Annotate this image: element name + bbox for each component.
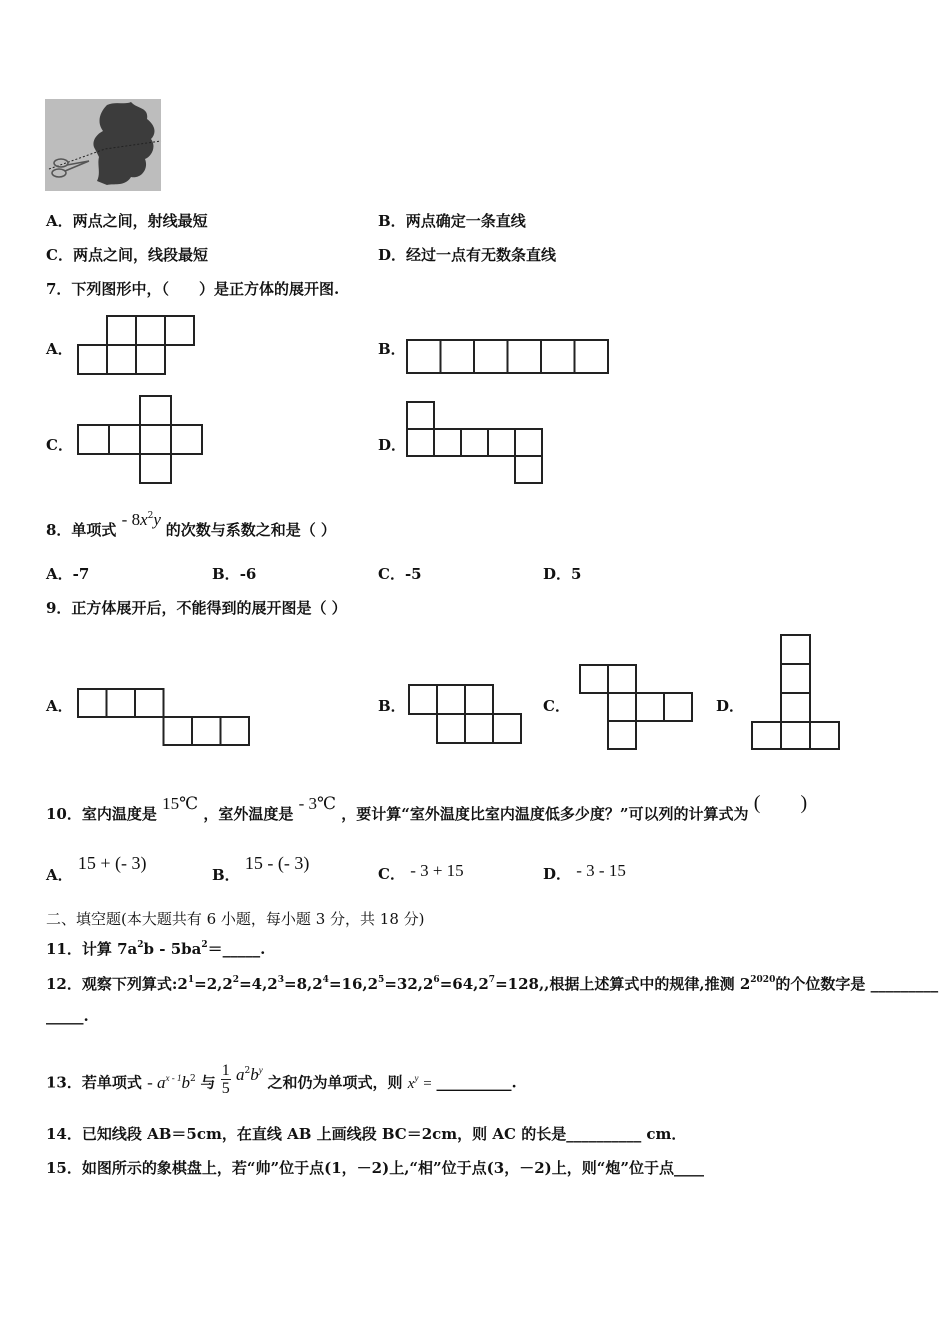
- q6-option-c[interactable]: C．两点之间，线段最短: [46, 246, 208, 264]
- q13-fraction: $\frac{1}{5}$: [221, 1062, 230, 1097]
- q7-label-c[interactable]: C．: [46, 436, 73, 454]
- q9-label-a[interactable]: A．: [46, 697, 73, 715]
- q10-blank: ( ): [753, 792, 808, 814]
- q15-stem: 15．如图所示的象棋盘上，若“帅”位于点(1，－2)上,“相”位于点(3，－2)上，则“炮”位于点____: [46, 1159, 705, 1177]
- q8-stem: 8．单项式 - $8x^2y$ 的次数与系数之和是（ ）: [46, 510, 336, 539]
- q8-option-c[interactable]: C．-5: [378, 565, 422, 583]
- q13-term2: $a^2b^y$: [236, 1064, 263, 1084]
- q14-stem: 14．已知线段 AB＝5cm，在直线 AB 上画线段 BC＝2cm，则 AC 的长是__________ cm．: [46, 1125, 687, 1143]
- q6-option-d[interactable]: D．经过一点有无数条直线: [378, 246, 557, 264]
- leaf-scissors-figure: [45, 99, 161, 191]
- q7-net-c[interactable]: [76, 395, 206, 485]
- q9-label-b[interactable]: B．: [378, 697, 406, 715]
- q9-label-d[interactable]: D．: [716, 697, 745, 715]
- q9-net-a[interactable]: [77, 688, 252, 748]
- q7-net-b[interactable]: [406, 339, 610, 375]
- q13-term1: - $a^{x - 1}b^2$: [147, 1072, 196, 1092]
- q13-result: $x^y$ =: [407, 1072, 432, 1092]
- q10-option-b[interactable]: B． 15 - (- 3): [212, 853, 310, 884]
- q13-answer-blank[interactable]: __________.: [436, 1073, 517, 1092]
- q9-net-c[interactable]: [578, 663, 696, 753]
- q6-option-b[interactable]: B．两点确定一条直线: [378, 212, 526, 230]
- q9-net-b[interactable]: [408, 684, 526, 746]
- q7-label-d[interactable]: D．: [378, 436, 407, 454]
- q7-label-b[interactable]: B．: [378, 340, 406, 358]
- q9-net-d[interactable]: [751, 633, 843, 753]
- q10-temp-in: 15℃: [162, 794, 199, 813]
- q8-option-a[interactable]: A．-7: [46, 565, 90, 583]
- q7-net-a[interactable]: [77, 314, 197, 376]
- section-heading: 二、填空题(本大题共有 6 小题，每小题 3 分，共 18 分): [46, 910, 425, 928]
- q11-stem: 11．计算 $7a^2b$ - $5ba^2=\_\_\_\_\_$.: [46, 940, 266, 958]
- q9-stem: 9．正方体展开后，不能得到的展开图是（ ）: [46, 599, 347, 617]
- q8-option-d[interactable]: D．5: [543, 565, 582, 583]
- q7-stem: 7．下列图形中，（ ）是正方体的展开图.: [46, 280, 340, 298]
- q8-monomial: - $8x^2y$: [121, 510, 161, 529]
- q7-net-d[interactable]: [406, 401, 546, 486]
- q10-stem: 10．室内温度是 15℃ ，室外温度是 - 3℃ ，要计算“室外温度比室内温度低多少度？”可以列的计算式为 ( ): [46, 792, 808, 823]
- q10-option-c[interactable]: C． - 3 + 15: [378, 861, 464, 883]
- q10-temp-out: - 3℃: [298, 794, 337, 813]
- leaf-scissors-image: [45, 99, 161, 191]
- q12-blank-line: _____.: [46, 1007, 89, 1025]
- q6-option-a[interactable]: A．两点之间，射线最短: [46, 212, 208, 230]
- q8-option-b[interactable]: B．-6: [212, 565, 257, 583]
- q12-stem: 12．观察下列算式$:2^1=2,2^2=4,2^3=8,2^4=16,2^5=32,2^6=64,2^7=128$,,根据上述算式中的规律,推测 $2^{2020}$的个位数字是 _________: [46, 975, 939, 993]
- q9-label-c[interactable]: C．: [543, 697, 570, 715]
- q7-label-a[interactable]: A．: [46, 340, 73, 358]
- q10-option-a[interactable]: A． 15 + (- 3): [46, 853, 147, 884]
- q10-option-d[interactable]: D． - 3 - 15: [543, 861, 626, 883]
- q13-stem: 13．若单项式 - $a^{x - 1}b^2$ 与 $\frac{1}{5}$ $a^2b^y$ 之和仍为单项式，则 $x^y$ = __________.: [46, 1062, 517, 1097]
